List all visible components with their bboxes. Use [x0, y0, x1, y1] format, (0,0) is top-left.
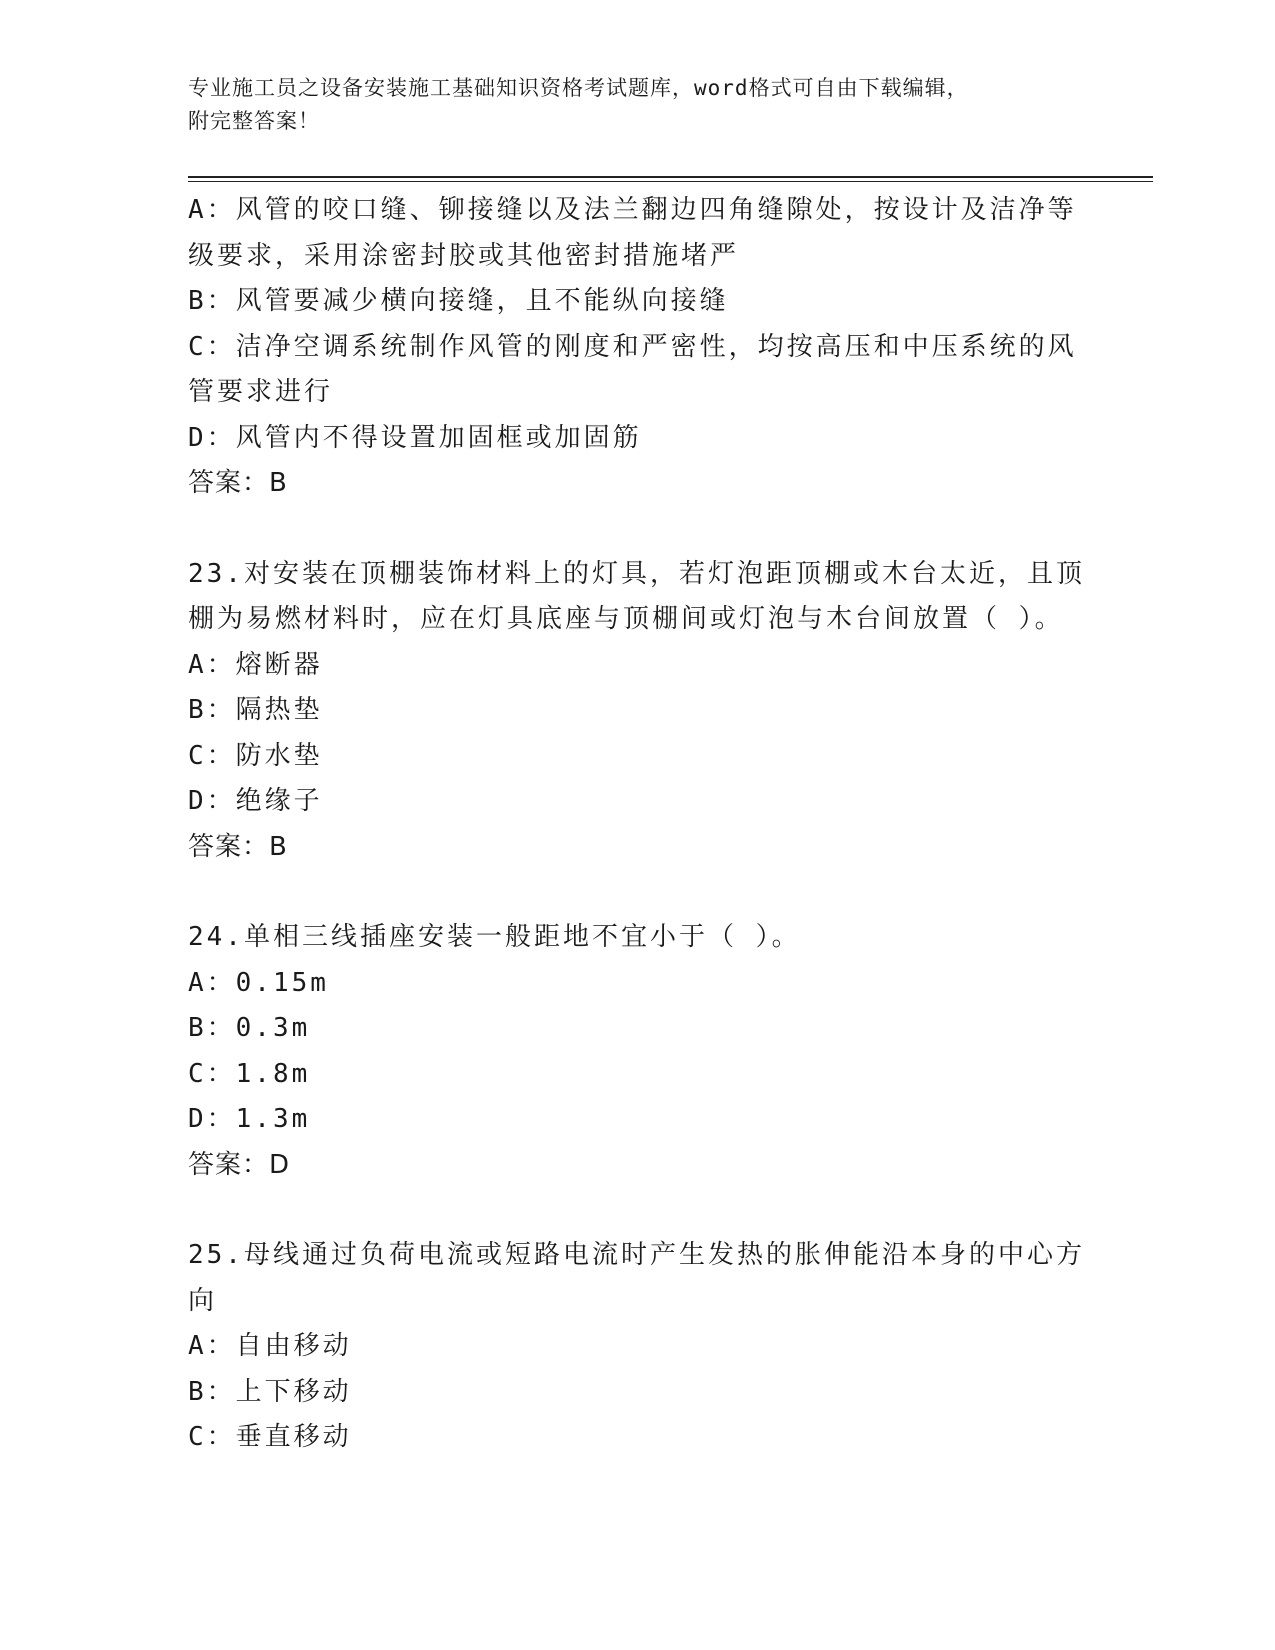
option-d: D：1.3m — [188, 1104, 311, 1134]
question-22 — [188, 188, 1078, 507]
option-a-line-1: A：风管的咬口缝、铆接缝以及法兰翻边四角缝隙处，按设计及洁净等 — [188, 195, 1077, 225]
header-divider-thick — [188, 176, 1153, 178]
option-c-line-2: 管要求进行 — [188, 377, 334, 407]
option-b: B：风管要减少横向接缝，且不能纵向接缝 — [188, 286, 729, 316]
answer: 答案：D — [188, 1149, 291, 1180]
question-stem-line-2: 向 — [188, 1285, 218, 1316]
question-25 — [188, 1233, 1085, 1461]
option-c: C：1.8m — [188, 1058, 311, 1089]
option-a: A：自由移动 — [188, 1331, 352, 1361]
header-line-2: 附完整答案！ — [188, 109, 320, 133]
question-stem-line-1: 25.母线通过负荷电流或短路电流时产生发热的胀伸能沿本身的中心方 — [188, 1240, 1085, 1270]
option-b: B：隔热垫 — [188, 695, 323, 725]
header-line-1: 专业施工员之设备安装施工基础知识资格考试题库，word格式可自由下载编辑， — [188, 76, 969, 100]
question-stem: 24.单相三线插座安装一般距地不宜小于（ ）。 — [188, 922, 801, 952]
question-list — [188, 188, 1085, 1461]
option-b: B：上下移动 — [188, 1376, 352, 1407]
option-d: D：绝缘子 — [188, 786, 323, 816]
option-a: A：熔断器 — [188, 649, 323, 680]
option-b: B：0.3m — [188, 1013, 311, 1043]
option-c: C：防水垫 — [188, 740, 323, 771]
question-stem-line-2: 棚为易燃材料时，应在灯具底座与顶棚间或灯泡与木台间放置（ ）。 — [188, 604, 1064, 634]
option-d: D：风管内不得设置加固框或加固筋 — [188, 422, 642, 453]
option-a-line-2: 级要求，采用涂密封胶或其他密封措施堵严 — [188, 240, 740, 271]
spacer — [188, 507, 1078, 552]
header-divider-thin — [188, 181, 1153, 182]
page-header — [188, 72, 1068, 138]
spacer — [188, 1188, 1078, 1233]
question-23 — [188, 552, 1085, 871]
option-a: A：0.15m — [188, 967, 329, 998]
spacer — [188, 870, 1078, 915]
question-24 — [188, 915, 1078, 1188]
option-c: C：垂直移动 — [188, 1422, 352, 1452]
option-c-line-1: C：洁净空调系统制作风管的刚度和严密性，均按高压和中压系统的风 — [188, 331, 1077, 362]
answer: 答案：B — [188, 831, 288, 862]
answer: 答案：B — [188, 468, 288, 498]
question-stem-line-1: 23.对安装在顶棚装饰材料上的灯具，若灯泡距顶棚或木台太近，且顶 — [188, 558, 1085, 589]
